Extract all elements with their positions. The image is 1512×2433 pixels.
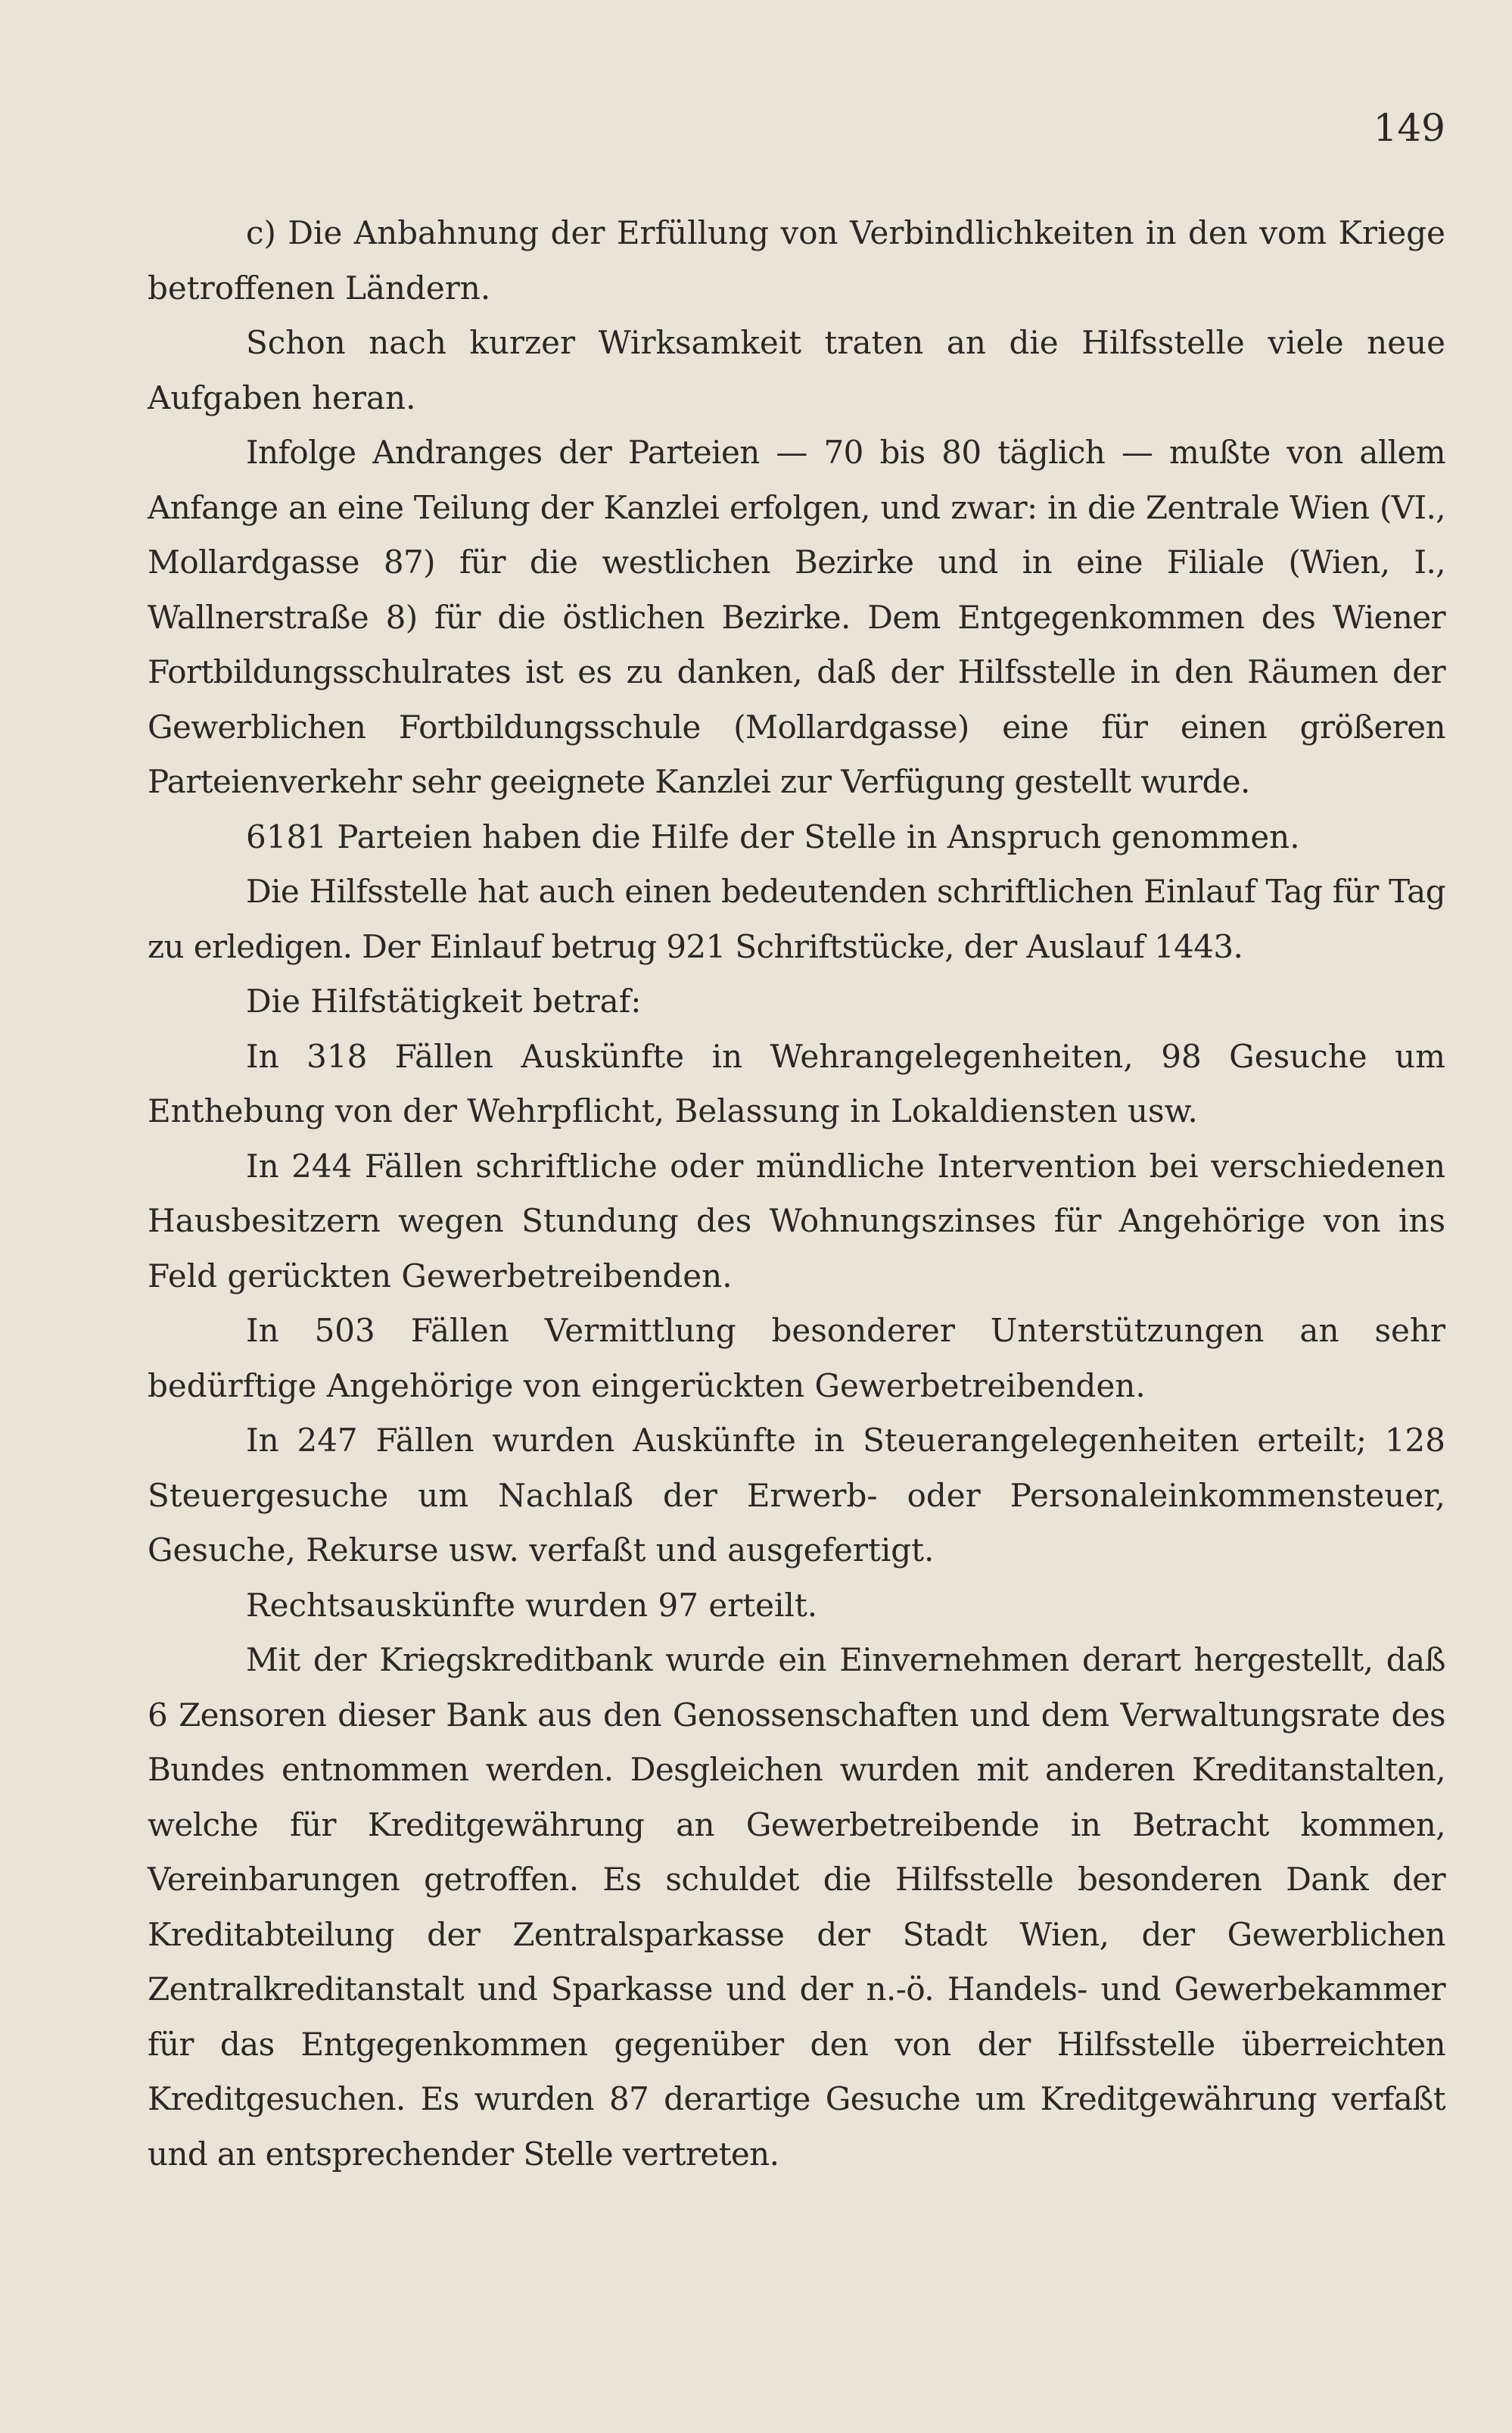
page-number: 149 <box>1373 106 1445 150</box>
paragraph-item-c: c) Die Anbahnung der Erfüllung von Verbindlichkeiten in den vom Kriege betroffenen Ländern. <box>148 214 1445 307</box>
paragraph-parties-count: 6181 Parteien haben die Hilfe der Stelle in Anspruch genommen. <box>246 818 1300 855</box>
paragraph-office-division: Infolge Andranges der Parteien — 70 bis 80 täglich — mußte von allem Anfange an eine Teilung der Kanzlei erfolgen, und zwar: in die Zentrale Wien (VI., Mollardgasse 87) für die westlichen Bezirke und in eine Filiale (Wien, I., Wallnerstraße 8) für die östlichen Bezirke. Dem Entgegenkommen des Wiener Fortbildungsschulrates ist es zu danken, daß der Hilfsstelle in den Räumen der Gewerblichen Fortbildungsschule (Mollardgasse) eine für einen größeren Parteienverkehr sehr geeignete Kanzlei zur Verfügung gestellt wurde. <box>148 434 1445 800</box>
paragraph-tax-matters: In 247 Fällen wurden Auskünfte in Steuerangelegenheiten erteilt; 128 Steuergesuche um Nachlaß der Erwerb- oder Personaleinkommensteuer, Gesuche, Rekurse usw. verfaßt und ausgefertigt. <box>148 1422 1445 1569</box>
paragraph-activity-intro: Die Hilfstätigkeit betraf: <box>246 983 642 1020</box>
paragraph-support-mediation: In 503 Fällen Vermittlung besonderer Unterstützungen an sehr bedürftige Angehörige von eingerückten Gewerbetreibenden. <box>148 1312 1445 1404</box>
paragraph-credit-bank: Mit der Kriegskreditbank wurde ein Einvernehmen derart hergestellt, daß 6 Zensoren dieser Bank aus den Genossenschaften und dem Verwaltungsrate des Bundes entnommen werden. Desgleichen wurden mit anderen Kreditanstalten, welche für Kreditgewährung an Gewerbetreibende in Betracht kommen, Vereinbarungen getroffen. Es schuldet die Hilfsstelle besonderen Dank der Kreditabteilung der Zentralsparkasse der Stadt Wien, der Gewerblichen Zentralkreditanstalt und Sparkasse und der n.-ö. Handels- und Gewerbekammer für das Entgegenkommen gegenüber den von der Hilfsstelle überreichten Kreditgesuchen. Es wurden 87 derartige Gesuche um Kreditgewährung verfaßt und an entsprechender Stelle vertreten. <box>148 1641 1445 2173</box>
paragraph-new-tasks: Schon nach kurzer Wirksamkeit traten an die Hilfsstelle viele neue Aufgaben heran. <box>148 324 1445 416</box>
body-text <box>148 206 1445 2182</box>
paragraph-legal-advice: Rechtsauskünfte wurden 97 erteilt. <box>246 1586 818 1624</box>
paragraph-military-matters: In 318 Fällen Auskünfte in Wehrangelegenheiten, 98 Gesuche um Enthebung von der Wehrpflicht, Belassung in Lokaldiensten usw. <box>148 1037 1445 1129</box>
paragraph-rent-intervention: In 244 Fällen schriftliche oder mündliche Intervention bei verschiedenen Hausbesitzern wegen Stundung des Wohnungszinses für Angehörige von ins Feld gerückten Gewerbetreibenden. <box>148 1147 1445 1294</box>
paragraph-correspondence: Die Hilfsstelle hat auch einen bedeutenden schriftlichen Einlauf Tag für Tag zu erledigen. Der Einlauf betrug 921 Schriftstücke, der Auslauf 1443. <box>148 873 1445 965</box>
